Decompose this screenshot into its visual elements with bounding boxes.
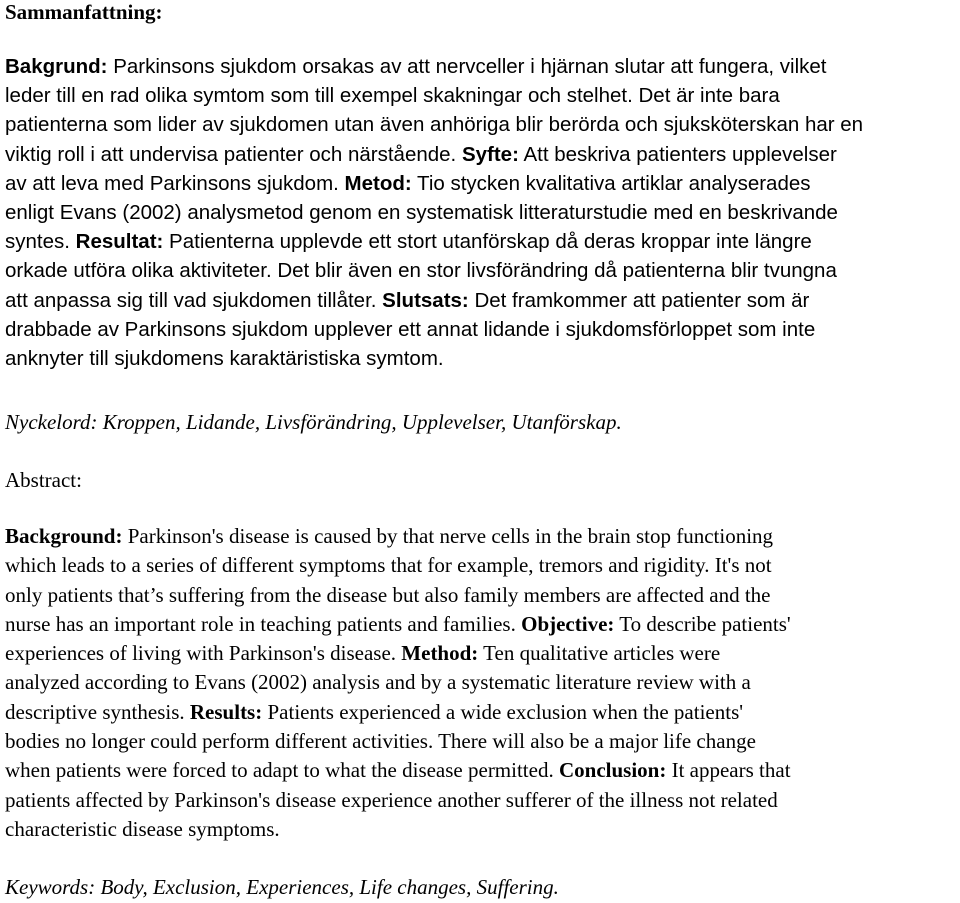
text-line [5, 610, 955, 639]
section-label: Bakgrund: [5, 55, 108, 78]
text-run: Ten qualitative articles were [478, 641, 721, 666]
text-line [5, 522, 955, 551]
text-run: syntes. [5, 230, 76, 254]
text-run: characteristic disease symptoms. [5, 816, 280, 841]
text-run: Patienterna upplevde ett stort utanförskap då deras kroppar inte längre [163, 230, 812, 254]
text-run: drabbade av Parkinsons sjukdom upplever ett annat lidande i sjukdomsförloppet som inte [5, 317, 816, 341]
text-line [5, 344, 955, 373]
text-run: experiences of living with Parkinson's disease. [5, 641, 402, 666]
text-run: Tio stycken kvalitativa artiklar analyserades [411, 171, 811, 195]
text-line [5, 286, 955, 315]
abstract-heading: Abstract: [5, 468, 82, 492]
text-run: av att leva med Parkinsons sjukdom. [5, 171, 345, 195]
text-run: viktig roll i att undervisa patienter och närstående. [5, 142, 462, 166]
text-line [5, 698, 955, 727]
swedish-summary-paragraph [5, 52, 955, 373]
section-label: Slutsats: [382, 288, 469, 312]
swedish-keywords: Nyckelord: Kroppen, Lidande, Livsförändring, Upplevelser, Utanförskap. [5, 410, 622, 434]
text-line [5, 727, 955, 756]
text-run: Det framkommer att patienter som är [468, 288, 810, 312]
text-run: To describe patients' [614, 611, 791, 636]
section-label: Method: [401, 641, 479, 666]
section-label: Results: [189, 699, 263, 724]
text-line [5, 756, 955, 785]
text-run: patients affected by Parkinson's disease experience another sufferer of the illness not related [5, 787, 778, 812]
section-label: Background: [5, 524, 123, 548]
text-run: Patients experienced a wide exclusion when the patients' [262, 699, 744, 724]
text-run: patienterna som lider av sjukdomen utan även anhöriga blir berörda och sjuksköterskan har en [5, 113, 864, 137]
text-line [5, 551, 955, 580]
english-abstract-paragraph [5, 522, 955, 844]
text-run: att anpassa sig till vad sjukdomen tillåter. [5, 288, 383, 312]
text-run: nurse has an important role in teaching patients and families. [5, 611, 522, 636]
text-line [5, 52, 955, 81]
section-label: Objective: [521, 611, 615, 636]
text-line [5, 581, 955, 610]
section-label: Conclusion: [558, 758, 667, 783]
text-line [5, 81, 955, 110]
text-line [5, 227, 955, 256]
text-run: only patients that’s suffering from the disease but also family members are affected and the [5, 582, 771, 607]
text-run: It appears that [666, 758, 791, 783]
text-run: bodies no longer could perform different activities. There will also be a major life change [5, 729, 756, 754]
text-run: descriptive synthesis. [5, 699, 190, 724]
text-run: analyzed according to Evans (2002) analysis and by a systematic literature review with a [5, 670, 751, 695]
text-line [5, 110, 955, 139]
text-run: enligt Evans (2002) analysmetod genom en systematisk litteraturstudie med en beskrivande [5, 201, 838, 225]
text-run: Parkinsons sjukdom orsakas av att nervceller i hjärnan slutar att fungera, vilket [107, 55, 827, 78]
swedish-summary-heading: Sammanfattning: [5, 0, 163, 24]
english-keywords: Keywords: Body, Exclusion, Experiences, Life changes, Suffering. [5, 875, 559, 899]
text-line [5, 668, 955, 697]
text-run: Att beskriva patienters upplevelser [518, 142, 837, 166]
text-line [5, 315, 955, 344]
text-line [5, 198, 955, 227]
text-run: which leads to a series of different symptoms that for example, tremors and rigidity. It's not [5, 553, 772, 578]
text-run: orkade utföra olika aktiviteter. Det blir även en stor livsförändring då patienterna blir tvungna [5, 259, 837, 283]
text-line [5, 140, 955, 169]
text-run: Parkinson's disease is caused by that nerve cells in the brain stop functioning [122, 524, 774, 548]
text-line [5, 815, 955, 844]
section-label: Syfte: [461, 142, 519, 166]
section-label: Metod: [344, 171, 412, 195]
section-label: Resultat: [75, 230, 164, 254]
text-line [5, 786, 955, 815]
text-line [5, 639, 955, 668]
text-run: leder till en rad olika symtom som till exempel skakningar och stelhet. Det är inte bara [5, 84, 780, 108]
text-run: when patients were forced to adapt to what the disease permitted. [5, 758, 559, 783]
text-run: anknyter till sjukdomens karaktäristiska symtom. [5, 347, 444, 371]
text-line [5, 169, 955, 198]
text-line [5, 256, 955, 285]
